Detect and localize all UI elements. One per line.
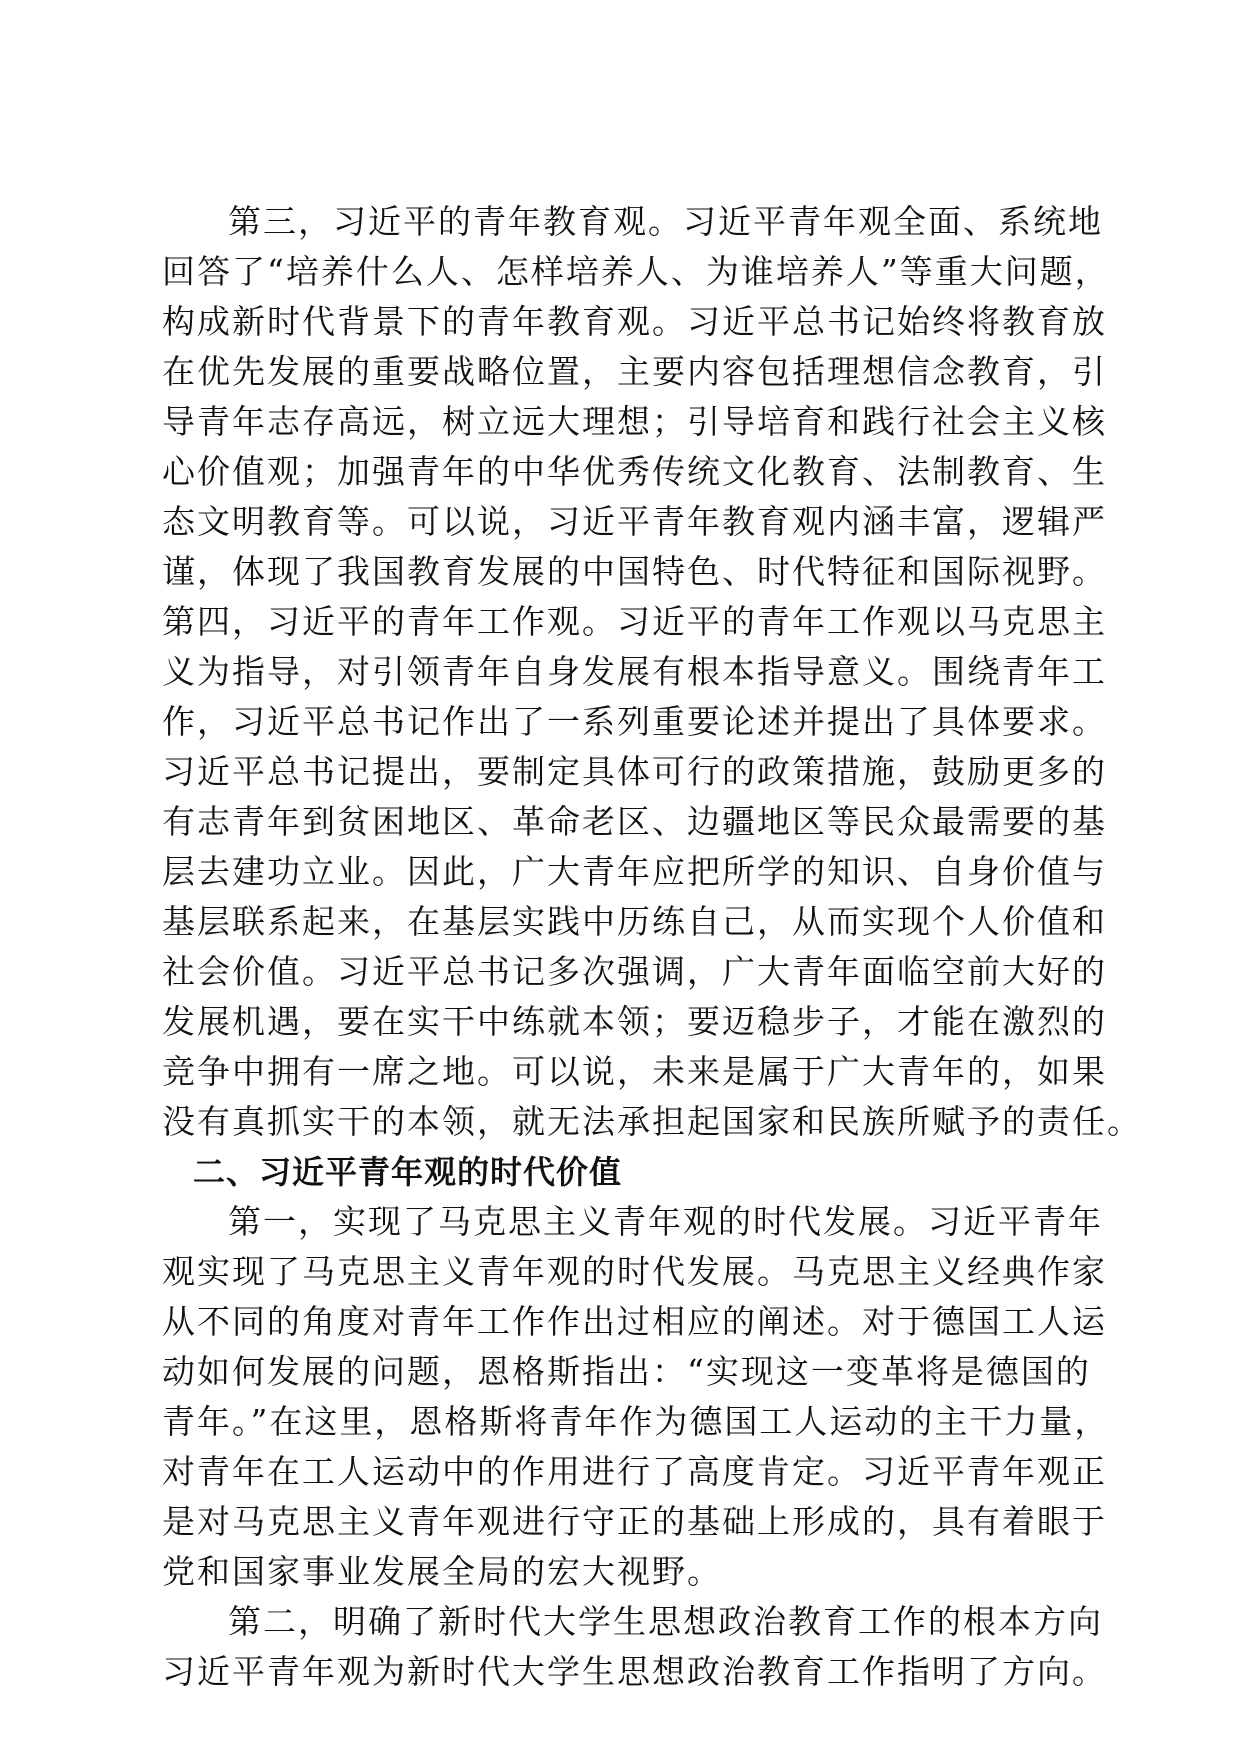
paragraph-4-line-9: 发展机遇，要在实干中练就本领；要迈稳步子，才能在激烈的: [162, 1002, 1107, 1041]
paragraph-3-line-6: 心价值观；加强青年的中华优秀传统文化教育、法制教育、生: [162, 452, 1107, 491]
paragraph-4-line-2: 义为指导，对引领青年自身发展有根本指导意义。围绕青年工: [162, 652, 1107, 691]
paragraph-4-line-7: 基层联系起来，在基层实践中历练自己，从而实现个人价值和: [162, 902, 1107, 941]
section-paragraph-1-line-4: 动如何发展的问题，恩格斯指出：“实现这一变革将是德国的: [162, 1352, 1091, 1391]
paragraph-4-line-3: 作，习近平总书记作出了一系列重要论述并提出了具体要求。: [162, 702, 1107, 741]
paragraph-4-line-10: 竞争中拥有一席之地。可以说，未来是属于广大青年的，如果: [162, 1052, 1107, 1091]
paragraph-3-line-5: 导青年志存高远，树立远大理想；引导培育和践行社会主义核: [162, 402, 1107, 441]
paragraph-4-line-5: 有志青年到贫困地区、革命老区、边疆地区等民众最需要的基: [162, 802, 1107, 841]
paragraph-3-line-7: 态文明教育等。可以说，习近平青年教育观内涵丰富，逻辑严: [162, 502, 1107, 541]
section-paragraph-1-line-5: 青年。”在这里，恩格斯将青年作为德国工人运动的主干力量，: [162, 1402, 1110, 1441]
section-paragraph-1-line-2: 观实现了马克思主义青年观的时代发展。马克思主义经典作家: [162, 1252, 1107, 1291]
paragraph-3-line-1: 第三，习近平的青年教育观。习近平青年观全面、系统地: [228, 202, 1103, 241]
section-paragraph-2-line-2: 习近平青年观为新时代大学生思想政治教育工作指明了方向。: [162, 1652, 1107, 1691]
paragraph-4-line-4: 习近平总书记提出，要制定具体可行的政策措施，鼓励更多的: [162, 752, 1107, 791]
paragraph-4-line-8: 社会价值。习近平总书记多次强调，广大青年面临空前大好的: [162, 952, 1107, 991]
section-heading: 二、习近平青年观的时代价值: [193, 1153, 623, 1191]
section-paragraph-1-line-8: 党和国家事业发展全局的宏大视野。: [162, 1552, 722, 1591]
section-paragraph-1-line-3: 从不同的角度对青年工作作出过相应的阐述。对于德国工人运: [162, 1302, 1107, 1341]
paragraph-4-line-11: 没有真抓实干的本领，就无法承担起国家和民族所赋予的责任。: [162, 1102, 1142, 1141]
paragraph-3-line-4: 在优先发展的重要战略位置，主要内容包括理想信念教育，引: [162, 352, 1107, 391]
paragraph-3-line-8: 谨，体现了我国教育发展的中国特色、时代特征和国际视野。: [162, 552, 1107, 591]
section-paragraph-2-line-1: 第二，明确了新时代大学生思想政治教育工作的根本方向: [228, 1602, 1103, 1641]
section-paragraph-1-line-1: 第一，实现了马克思主义青年观的时代发展。习近平青年: [228, 1202, 1103, 1241]
paragraph-3-line-3: 构成新时代背景下的青年教育观。习近平总书记始终将教育放: [162, 302, 1107, 341]
paragraph-4-line-1: 第四，习近平的青年工作观。习近平的青年工作观以马克思主: [162, 602, 1107, 641]
paragraph-3-line-2: 回答了“培养什么人、怎样培养人、为谁培养人”等重大问题，: [162, 252, 1110, 291]
paragraph-4-line-6: 层去建功立业。因此，广大青年应把所学的知识、自身价值与: [162, 852, 1107, 891]
section-paragraph-1-line-7: 是对马克思主义青年观进行守正的基础上形成的，具有着眼于: [162, 1502, 1107, 1541]
section-paragraph-1-line-6: 对青年在工人运动中的作用进行了高度肯定。习近平青年观正: [162, 1452, 1107, 1491]
